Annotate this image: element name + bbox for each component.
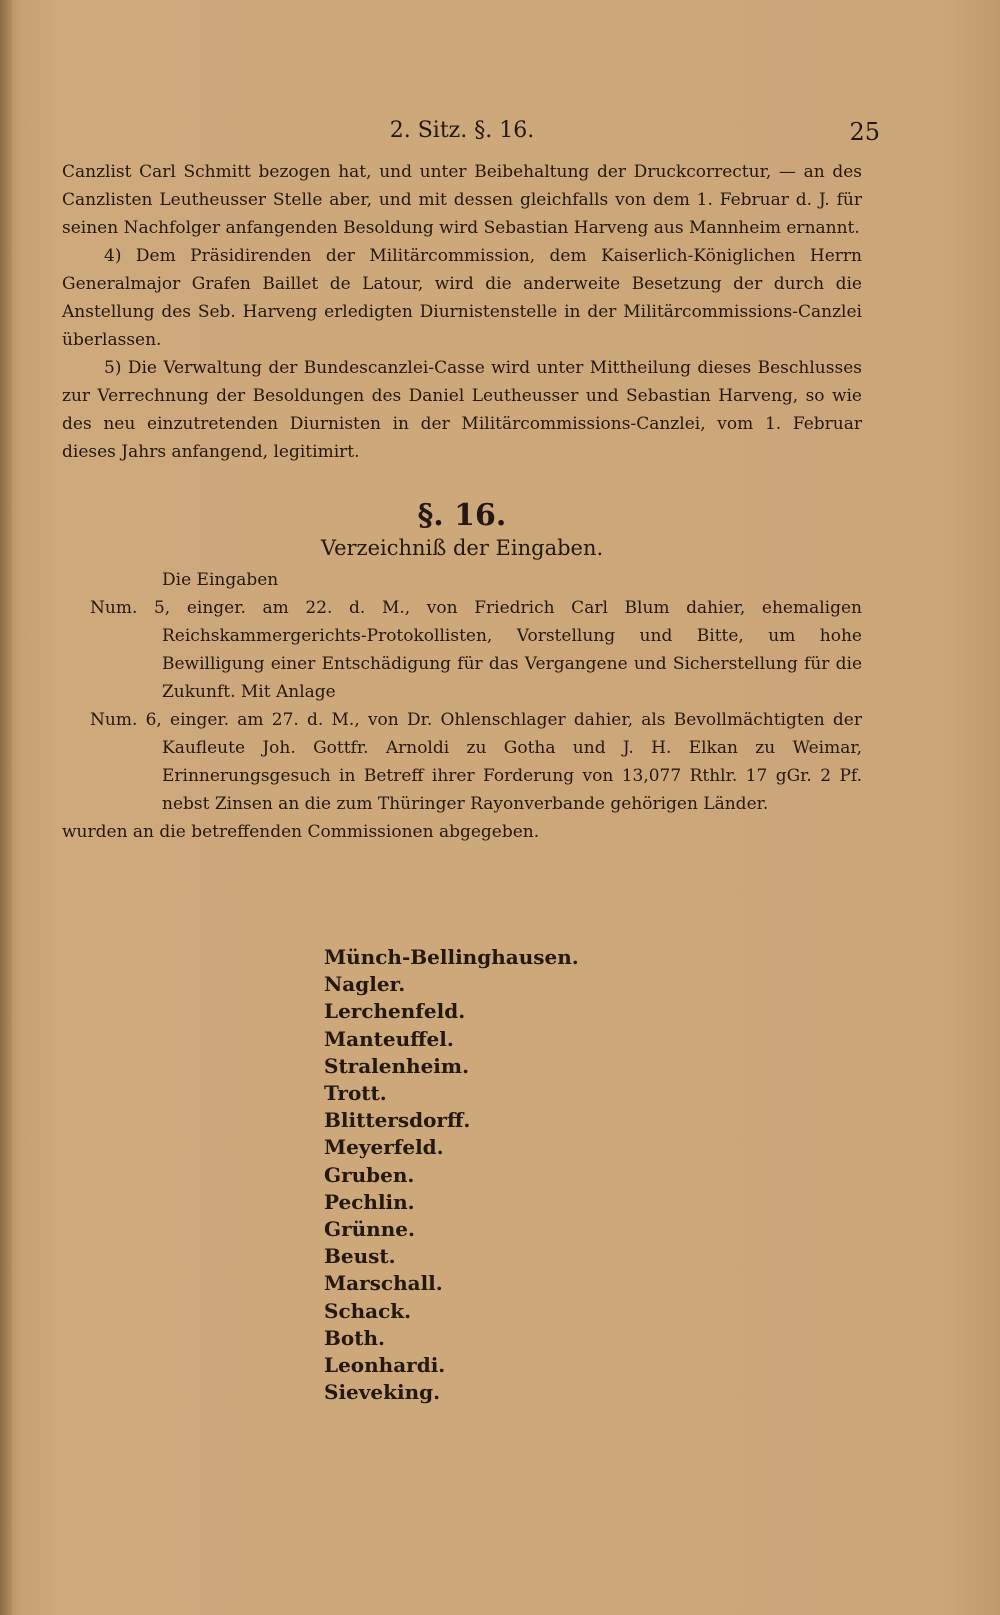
book-spine-shadow [0,0,12,1615]
entries-list [62,566,862,846]
section-title: Verzeichniß der Eingaben. [320,536,604,560]
paragraph-item-5: 5) Die Verwaltung der Bundescanzlei-Casse wird unter Mittheilung dieses Beschlusses zur Verrechnung der Besoldungen des Daniel Leutheusser und Sebastian Harveng, so wie des neu einzutretenden Diurnisten in der Militärcommissions-Canzlei, vom 1. Februar dieses Jahrs anfangend, legitimirt. [62,358,862,462]
signature: Lerchenfeld. [324,999,466,1024]
signature: Grünne. [324,1217,415,1242]
page-number: 25 [849,118,880,146]
paragraph-continuation: Canzlist Carl Schmitt bezogen hat, und unter Beibehaltung der Druckcorrectur, — an des Canzlisten Leutheusser Stelle aber, und mit dessen gleichfalls von dem 1. Februar d. J. für seinen Nachfolger anfangenden Besoldung wird Sebastian Harveng aus Mannheim ernannt. [62,162,862,238]
signature: Pechlin. [324,1189,415,1214]
signature: Nagler. [324,972,406,997]
paragraph-item-4: 4) Dem Präsidirenden der Militärcommission, dem Kaiserlich-Königlichen Herrn Generalmajor Grafen Baillet de Latour, wird die anderweite Besetzung der durch die Anstellung des Seb. Harveng erledigten Diurnistenstelle in der Militärcommissions-Canzlei überlassen. [62,246,862,350]
signature: Münch-Bellinghausen. [324,945,579,969]
body-text [62,158,862,466]
signature: Beust. [324,1244,396,1269]
signature-list [324,944,724,1406]
signature: Marschall. [324,1271,443,1296]
entry-num-6: Num. 6, einger. am 27. d. M., von Dr. Ohlenschlager dahier, als Bevollmächtigten der Kaufleute Joh. Gottfr. Arnoldi zu Gotha und J. H. Elkan zu Weimar, Erinnerungsgesuch in Betreff ihrer Forderung von 13,077 Rthlr. 17 gGr. 2 Pf. nebst Zinsen an die zum Thüringer Rayonverbande gehörigen Länder. [90,710,862,814]
signature: Schack. [324,1298,412,1323]
signature: Blittersdorff. [324,1108,471,1133]
signature: Meyerfeld. [324,1135,444,1160]
signature: Leonhardi. [324,1353,446,1378]
signature: Manteuffel. [324,1026,454,1051]
entries-intro: Die Eingaben [162,570,279,590]
entries-closing: wurden an die betreffenden Commissionen abgegeben. [62,822,540,842]
signature: Both. [324,1325,385,1350]
signature: Stralenheim. [324,1053,470,1078]
signature: Sieveking. [324,1380,441,1405]
signature: Gruben. [324,1162,415,1187]
signature: Trott. [324,1081,387,1106]
running-title: 2. Sitz. §. 16. [389,118,535,143]
page-header [62,118,880,148]
entry-num-5: Num. 5, einger. am 22. d. M., von Friedrich Carl Blum dahier, ehemaligen Reichskammergerichts-Protokollisten, Vorstellung und Bitte, um hohe Bewilligung einer Entschädigung für das Vergangene und Sicherstellung für die Zukunft. Mit Anlage [90,598,862,702]
section-number: §. 16. [417,498,507,533]
